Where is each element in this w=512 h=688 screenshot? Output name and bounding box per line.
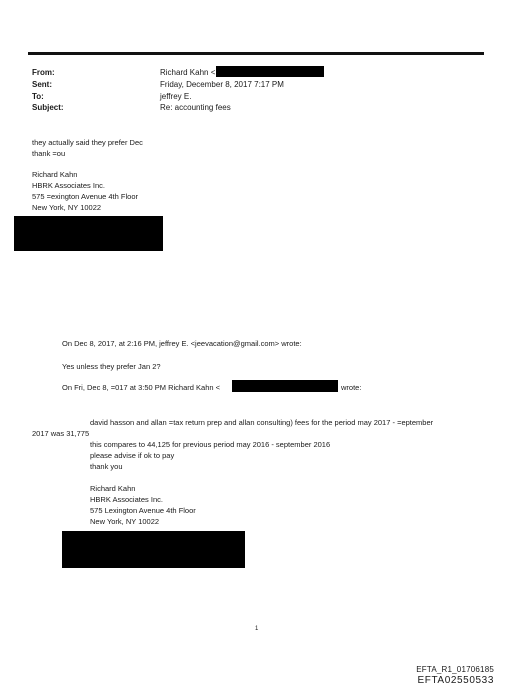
from-label: From: <box>32 68 55 77</box>
from-value: Richard Kahn < <box>160 68 216 77</box>
to-value: jeffrey E. <box>160 92 192 101</box>
quote1-header: On Dec 8, 2017, at 2:16 PM, jeffrey E. <jeevacation@gmail.com> wrote: <box>62 339 302 348</box>
quote2-header-suffix: wrote: <box>341 383 362 392</box>
quote2-line-3: this compares to 44,125 for previous period may 2016 - september 2016 <box>90 440 331 449</box>
quote1-text: Yes unless they prefer Jan 2? <box>62 362 161 371</box>
quote2-header: On Fri, Dec 8, =017 at 3:50 PM Richard Kahn < <box>62 383 220 392</box>
quote2-signature-name: Richard Kahn <box>90 484 136 493</box>
signature-city: New York, NY 10022 <box>32 203 102 212</box>
body-line-1: they actually said they prefer Dec <box>32 138 143 147</box>
signature-address: 575 =exington Avenue 4th Floor <box>32 192 138 201</box>
quote2-signature-company: HBRK Associates Inc. <box>90 495 163 504</box>
quote2-line-4: please advise if ok to pay <box>90 451 175 460</box>
footer-id-1: EFTA_R1_01706185 <box>416 665 494 674</box>
footer-id-2: EFTA02550533 <box>417 675 494 686</box>
page-number: 1 <box>255 626 259 632</box>
header-rule <box>28 52 484 55</box>
signature-name: Richard Kahn <box>32 170 78 179</box>
quote2-line-2: 2017 was 31,775 <box>32 429 90 438</box>
redaction-from-email <box>216 66 324 77</box>
sent-label: Sent: <box>32 80 52 89</box>
redaction-quote-email <box>232 380 338 392</box>
redaction-signature <box>14 216 163 251</box>
redaction-quote-signature <box>62 531 245 568</box>
quote2-signature-city: New York, NY 10022 <box>90 517 160 526</box>
quote2-line-1: david hasson and allan =tax return prep and allan consulting) fees for the period may 2017 - =eptember <box>90 418 434 427</box>
subject-value: Re: accounting fees <box>160 103 231 112</box>
subject-label: Subject: <box>32 103 64 112</box>
body-line-2: thank =ou <box>32 149 66 158</box>
quote2-signature-address: 575 Lexington Avenue 4th Floor <box>90 506 196 515</box>
quote2-line-5: thank you <box>90 462 123 471</box>
sent-value: Friday, December 8, 2017 7:17 PM <box>160 80 284 89</box>
signature-company: HBRK Associates Inc. <box>32 181 105 190</box>
to-label: To: <box>32 92 44 101</box>
